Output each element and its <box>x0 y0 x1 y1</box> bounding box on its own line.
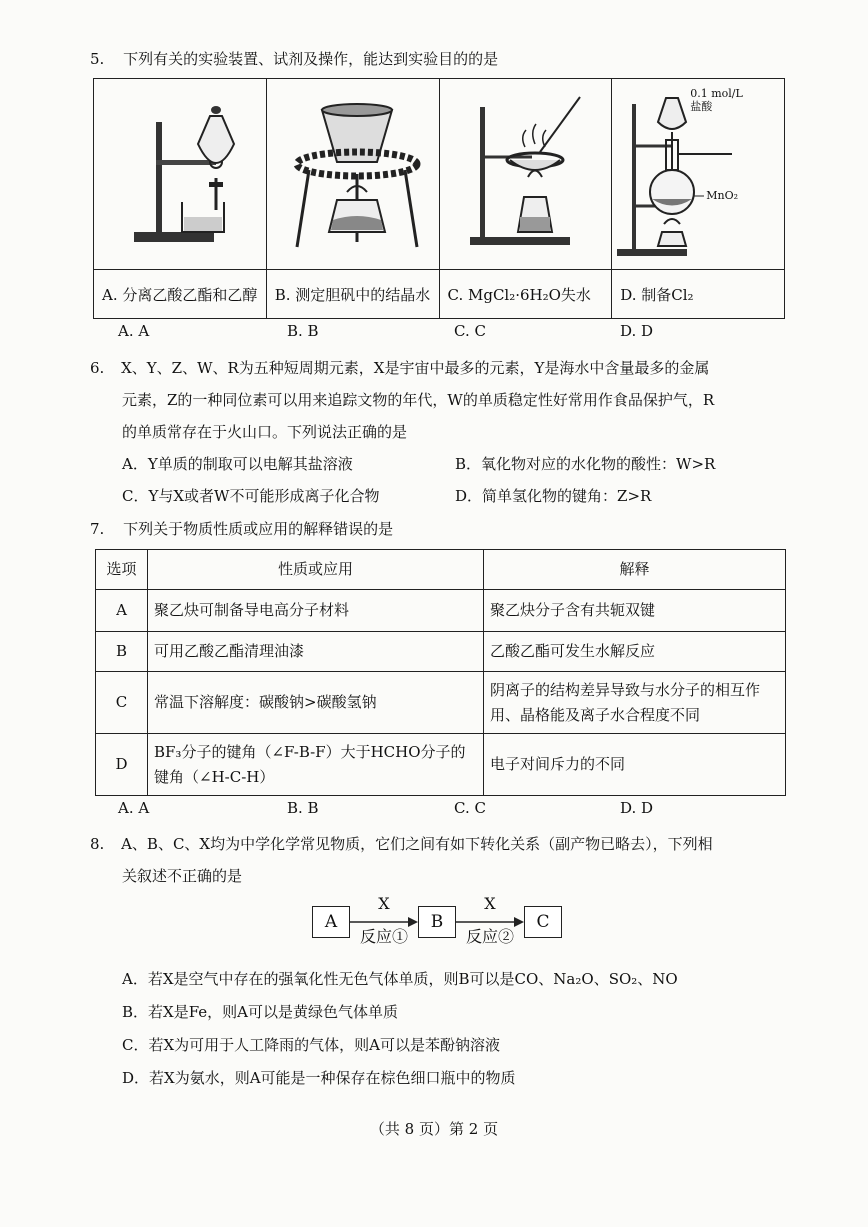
q7-row-b-option: B <box>96 632 148 672</box>
q7-header-property: 性质或应用 <box>148 550 484 590</box>
q7-stem-text: 下列关于物质性质或应用的解释错误的是 <box>123 520 394 538</box>
q7-row-d-explanation: 电子对间斥力的不同 <box>484 734 786 796</box>
mno2-label: MnO₂ <box>706 189 739 202</box>
crucible-heating-figure <box>267 82 447 262</box>
q5-stem <box>90 48 498 69</box>
q8-option-c: C．若X为可用于人工降雨的气体，则A可以是苯酚钠溶液 <box>122 1036 500 1054</box>
q7-row-a-explanation: 聚乙炔分子含有共轭双键 <box>484 590 786 632</box>
q7-number: 7. <box>90 520 105 538</box>
q5-option-b: B. B <box>287 322 319 340</box>
apparatus-d-cell <box>612 79 785 270</box>
q7-option-b: B. B <box>287 799 319 817</box>
q7-row-b-property: 可用乙酸乙酯清理油漆 <box>148 632 484 672</box>
q6-option-c: C．Y与X或者W不可能形成离子化合物 <box>122 487 380 505</box>
q6-option-b: B．氧化物对应的水化物的酸性：W>R <box>455 455 716 473</box>
q5-apparatus-table <box>93 78 785 319</box>
q8-stem-line-2: 关叙述不正确的是 <box>122 867 243 885</box>
apparatus-b-cell <box>266 79 439 270</box>
table-row <box>96 672 786 734</box>
q5-number: 5. <box>90 50 105 68</box>
table-row <box>96 734 786 796</box>
q7-row-d-property: BF₃分子的键角（∠F-B-F）大于HCHO分子的键角（∠H-C-H） <box>148 734 484 796</box>
q7-option-c: C. C <box>454 799 486 817</box>
page-footer: （共 8 页）第 2 页 <box>369 1120 499 1138</box>
table-row <box>96 590 786 632</box>
caption-c: C. MgCl₂·6H₂O失水 <box>439 270 612 319</box>
apparatus-c-cell <box>439 79 612 270</box>
q7-option-d: D. D <box>620 799 654 817</box>
q5-stem-text: 下列有关的实验装置、试剂及操作，能达到实验目的的是 <box>123 50 499 68</box>
q5-option-d: D. D <box>620 322 654 340</box>
q6-stem-text-1: X、Y、Z、W、R为五种短周期元素，X是宇宙中最多的元素，Y是海水中含量最多的金属 <box>121 359 710 377</box>
q6-option-a: A．Y单质的制取可以电解其盐溶液 <box>122 455 353 473</box>
q7-row-d-option: D <box>96 734 148 796</box>
flow-reagent-1: X <box>378 894 390 913</box>
hcl-name-label: 盐酸 <box>690 100 713 113</box>
q7-header-option: 选项 <box>96 550 148 590</box>
evaporating-dish-figure <box>440 82 620 262</box>
q8-option-b: B．若X是Fe，则A可以是黄绿色气体单质 <box>122 1003 399 1021</box>
q7-row-a-option: A <box>96 590 148 632</box>
table-row <box>96 632 786 672</box>
q7-row-b-explanation: 乙酸乙酯可发生水解反应 <box>484 632 786 672</box>
apparatus-a-cell <box>94 79 267 270</box>
q8-option-d: D．若X为氨水，则A可能是一种保存在棕色细口瓶中的物质 <box>122 1069 516 1087</box>
q8-flow-diagram <box>312 894 572 948</box>
flow-node-a: A <box>312 906 350 938</box>
hcl-label <box>690 87 743 113</box>
q8-stem-text-1: A、B、C、X均为中学化学常见物质，它们之间有如下转化关系（副产物已略去），下列相 <box>121 835 713 853</box>
flow-node-c: C <box>524 906 562 938</box>
separatory-funnel-figure <box>94 82 274 262</box>
caption-a: A. 分离乙酸乙酯和乙醇 <box>94 270 267 319</box>
flow-reaction-2: 反应② <box>465 927 514 946</box>
q5-option-c: C. C <box>454 322 486 340</box>
q7-header-explanation: 解释 <box>484 550 786 590</box>
q7-option-a: A. A <box>118 799 150 817</box>
hcl-conc-label: 0.1 mol/L <box>690 87 743 100</box>
q6-stem-line-1 <box>90 357 709 378</box>
q7-row-c-property: 常温下溶解度：碳酸钠>碳酸氢钠 <box>148 672 484 734</box>
q5-option-a: A. A <box>118 322 150 340</box>
q8-number: 8. <box>90 835 105 853</box>
q7-table <box>95 549 786 796</box>
q6-option-d: D．简单氢化物的键角：Z>R <box>455 487 652 505</box>
q7-row-a-property: 聚乙炔可制备导电高分子材料 <box>148 590 484 632</box>
flow-reaction-1: 反应① <box>359 927 408 946</box>
caption-b: B. 测定胆矾中的结晶水 <box>266 270 439 319</box>
q6-stem-line-3: 的单质常存在于火山口。下列说法正确的是 <box>122 423 408 441</box>
q6-stem-line-2: 元素，Z的一种同位素可以用来追踪文物的年代，W的单质稳定性好常用作食品保护气，R <box>122 391 715 409</box>
q7-stem <box>90 518 393 539</box>
q7-row-c-explanation: 阴离子的结构差异导致与水分子的相互作用、晶格能及离子水合程度不同 <box>484 672 786 734</box>
q8-stem-line-1 <box>90 833 713 854</box>
q8-option-a: A．若X是空气中存在的强氧化性无色气体单质，则B可以是CO、Na₂O、SO₂、NO <box>122 970 678 988</box>
q7-row-c-option: C <box>96 672 148 734</box>
flow-node-b: B <box>418 906 456 938</box>
caption-d: D. 制备Cl₂ <box>612 270 785 319</box>
flow-reagent-2: X <box>484 894 496 913</box>
q6-number: 6. <box>90 359 105 377</box>
